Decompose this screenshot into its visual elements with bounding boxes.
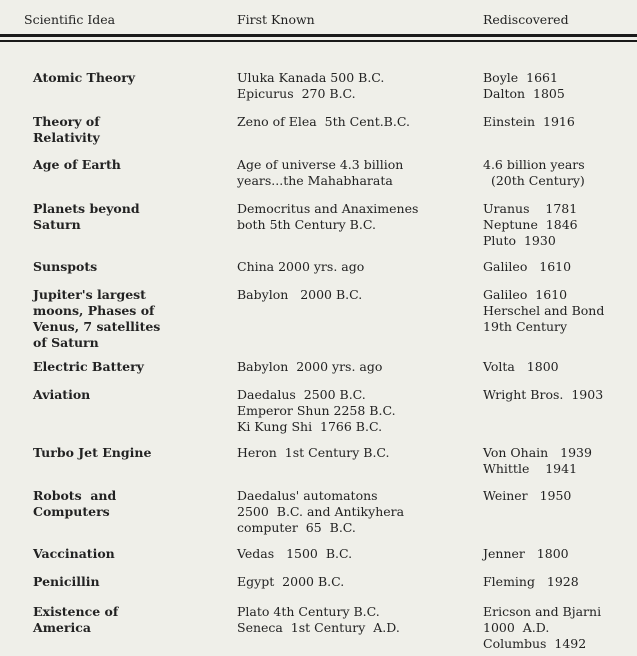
idea-cell [33,287,160,351]
idea-cell [33,259,97,275]
first-known-cell [237,445,390,461]
rediscovered-cell [483,287,604,335]
idea-cell [33,488,116,520]
first-known-cell [237,574,344,590]
cell-line: Penicillin [33,574,100,589]
idea-cell [33,387,90,403]
cell-line: Plato 4th Century B.C. [237,604,380,619]
cell-line: 19th Century [483,319,568,334]
cell-line: Heron 1st Century B.C. [237,445,390,460]
cell-line: Ericson and Bjarni [483,604,602,619]
cell-line: Babylon 2000 B.C. [237,287,363,302]
cell-line: Jupiter's largest [33,287,146,302]
rediscovered-cell [483,114,575,130]
cell-line: Emperor Shun 2258 B.C. [237,403,396,418]
cell-line: moons, Phases of [33,303,155,318]
cell-line: both 5th Century B.C. [237,217,376,232]
rediscovered-cell [483,387,603,403]
cell-line: Sunspots [33,259,98,274]
cell-line: Vaccination [33,546,115,561]
cell-line: Fleming 1928 [483,574,579,589]
first-known-cell [237,359,382,375]
idea-cell [33,445,151,461]
first-known-cell [237,488,404,536]
cell-line: Relativity [33,130,100,145]
first-known-cell [237,387,396,435]
cell-line: Whittle 1941 [483,461,578,476]
cell-line: 4.6 billion years [483,157,585,172]
header-rediscovered: Rediscovered [483,12,569,27]
cell-line: Robots and [33,488,117,503]
cell-line: Weiner 1950 [483,488,572,503]
idea-cell [33,70,135,86]
cell-line: Democritus and Anaximenes [237,201,419,216]
cell-line: (20th Century) [483,173,585,188]
first-known-cell [237,259,364,275]
cell-line: Herschel and Bond [483,303,605,318]
cell-line: Uluka Kanada 500 B.C. [237,70,385,85]
rediscovered-cell [483,546,569,562]
rediscovered-cell [483,157,585,189]
cell-line: Age of universe 4.3 billion [237,157,404,172]
cell-line: Planets beyond [33,201,140,216]
cell-line: Uranus 1781 [483,201,578,216]
header-rule-bottom [0,40,637,42]
cell-line: Zeno of Elea 5th Cent.B.C. [237,114,410,129]
cell-line: Daedalus 2500 B.C. [237,387,366,402]
cell-line: Aviation [33,387,91,402]
cell-line: Boyle 1661 [483,70,558,85]
header-scientific-idea: Scientific Idea [24,12,116,27]
first-known-cell [237,114,410,130]
rediscovered-cell [483,259,571,275]
cell-line: Von Ohain 1939 [483,445,592,460]
idea-cell [33,359,144,375]
cell-line: 2500 B.C. and Antikyhera [237,504,405,519]
idea-cell [33,157,121,173]
cell-line: Galileo 1610 [483,287,568,302]
cell-line: Vedas 1500 B.C. [237,546,353,561]
rediscovered-cell [483,604,601,652]
idea-cell [33,201,140,233]
cell-line: years...the Mahabharata [237,173,393,188]
cell-line: Atomic Theory [33,70,136,85]
first-known-cell [237,70,384,102]
cell-line: Neptune 1846 [483,217,578,232]
cell-line: Babylon 2000 yrs. ago [237,359,383,374]
rediscovered-cell [483,574,579,590]
cell-line: Age of Earth [33,157,121,172]
cell-line: of Saturn [33,335,99,350]
cell-line: Pluto 1930 [483,233,556,248]
first-known-cell [237,157,403,189]
cell-line: Daedalus' automatons [237,488,378,503]
cell-line: Computers [33,504,110,519]
cell-line: Turbo Jet Engine [33,445,152,460]
cell-line: Ki Kung Shi 1766 B.C. [237,419,383,434]
first-known-cell [237,604,400,636]
first-known-cell [237,201,418,233]
cell-line: Dalton 1805 [483,86,565,101]
first-known-cell [237,287,362,303]
header-rule-top [0,34,637,37]
idea-cell [33,574,100,590]
rediscovered-cell [483,70,565,102]
rediscovered-cell [483,201,578,249]
rediscovered-cell [483,488,571,504]
cell-line: Wright Bros. 1903 [483,387,604,402]
cell-line: computer 65 B.C. [237,520,356,535]
idea-cell [33,546,115,562]
cell-line: America [33,620,91,635]
rediscovered-cell [483,359,559,375]
cell-line: Existence of [33,604,119,619]
cell-line: Egypt 2000 B.C. [237,574,345,589]
cell-line: Columbus 1492 [483,636,587,651]
idea-cell [33,114,100,146]
cell-line: Theory of [33,114,100,129]
cell-line: Electric Battery [33,359,144,374]
cell-line: Galileo 1610 [483,259,572,274]
cell-line: Epicurus 270 B.C. [237,86,356,101]
rediscovered-cell [483,445,592,477]
first-known-cell [237,546,352,562]
cell-line: Jenner 1800 [483,546,569,561]
cell-line: 1000 A.D. [483,620,550,635]
cell-line: Saturn [33,217,81,232]
cell-line: Venus, 7 satellites [33,319,161,334]
cell-line: China 2000 yrs. ago [237,259,365,274]
cell-line: Seneca 1st Century A.D. [237,620,400,635]
header-first-known: First Known [237,12,315,27]
cell-line: Volta 1800 [483,359,559,374]
cell-line: Einstein 1916 [483,114,575,129]
idea-cell [33,604,118,636]
